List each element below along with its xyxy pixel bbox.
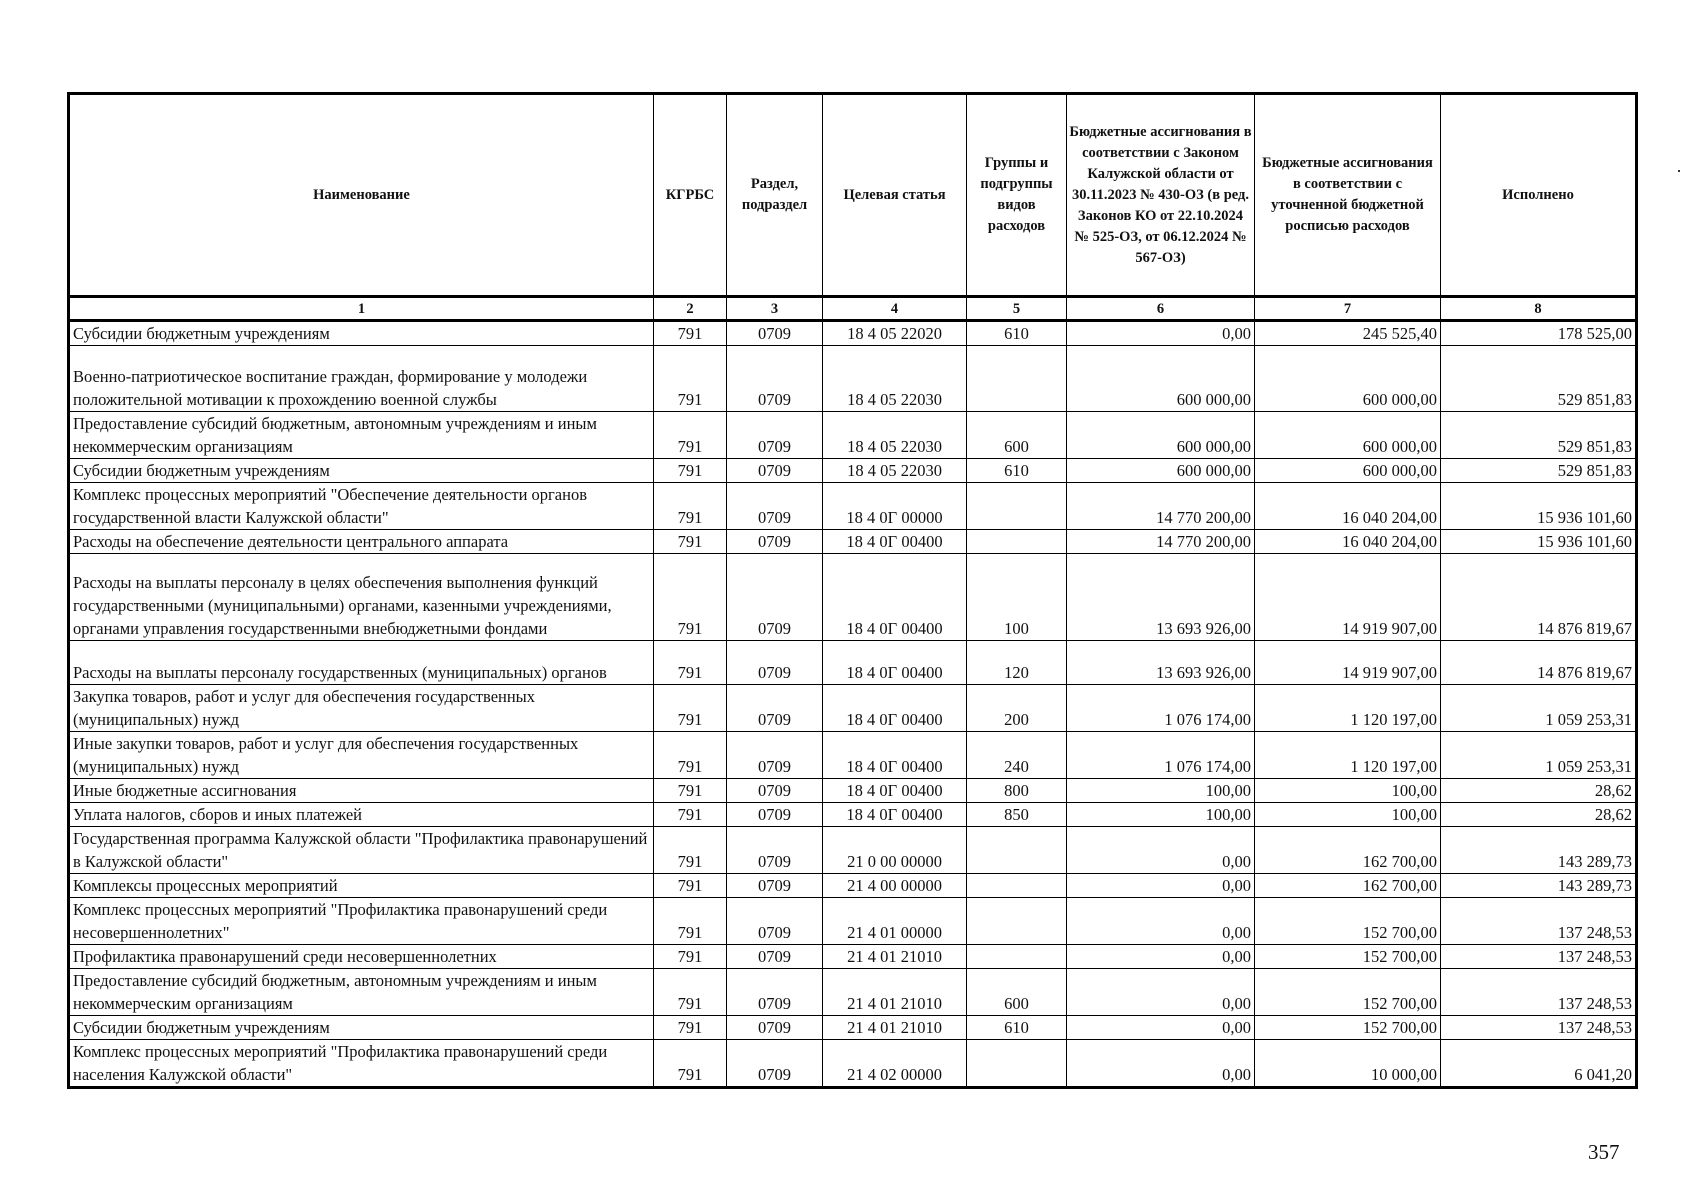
column-number-row — [69, 297, 1637, 321]
cell-name: Комплекс процессных мероприятий "Профилактика правонарушений среди населения Калужской области" — [69, 1040, 654, 1088]
cell-refined: 152 700,00 — [1255, 969, 1441, 1016]
cell-law: 14 770 200,00 — [1067, 483, 1255, 530]
cell-refined: 1 120 197,00 — [1255, 732, 1441, 779]
cell-kgrbs: 791 — [654, 1040, 727, 1088]
cell-name: Субсидии бюджетным учреждениям — [69, 1016, 654, 1040]
cell-law: 0,00 — [1067, 898, 1255, 945]
cell-group: 800 — [967, 779, 1067, 803]
cell-group: 850 — [967, 803, 1067, 827]
cell-law: 14 770 200,00 — [1067, 530, 1255, 554]
cell-law: 0,00 — [1067, 969, 1255, 1016]
cell-executed: 529 851,83 — [1441, 459, 1637, 483]
cell-group — [967, 530, 1067, 554]
table-row — [69, 483, 1637, 530]
cell-law: 600 000,00 — [1067, 346, 1255, 412]
cell-target: 18 4 0Г 00400 — [823, 530, 967, 554]
col-number: 6 — [1067, 297, 1255, 321]
budget-table — [67, 92, 1638, 1089]
cell-executed: 15 936 101,60 — [1441, 483, 1637, 530]
cell-kgrbs: 791 — [654, 459, 727, 483]
table-row — [69, 459, 1637, 483]
cell-group — [967, 945, 1067, 969]
cell-refined: 162 700,00 — [1255, 874, 1441, 898]
cell-kgrbs: 791 — [654, 945, 727, 969]
cell-kgrbs: 791 — [654, 641, 727, 685]
cell-law: 0,00 — [1067, 1040, 1255, 1088]
cell-section: 0709 — [727, 483, 823, 530]
cell-kgrbs: 791 — [654, 1016, 727, 1040]
cell-executed: 143 289,73 — [1441, 827, 1637, 874]
cell-section: 0709 — [727, 412, 823, 459]
table-row — [69, 969, 1637, 1016]
table-row — [69, 685, 1637, 732]
cell-name: Субсидии бюджетным учреждениям — [69, 321, 654, 346]
cell-section: 0709 — [727, 969, 823, 1016]
cell-name: Иные закупки товаров, работ и услуг для обеспечения государственных (муниципальных) нужд — [69, 732, 654, 779]
cell-section: 0709 — [727, 827, 823, 874]
cell-kgrbs: 791 — [654, 483, 727, 530]
cell-target: 18 4 0Г 00400 — [823, 732, 967, 779]
cell-section: 0709 — [727, 641, 823, 685]
cell-group: 610 — [967, 321, 1067, 346]
cell-refined: 10 000,00 — [1255, 1040, 1441, 1088]
cell-name: Субсидии бюджетным учреждениям — [69, 459, 654, 483]
cell-group: 610 — [967, 459, 1067, 483]
cell-name: Расходы на обеспечение деятельности центрального аппарата — [69, 530, 654, 554]
cell-law: 0,00 — [1067, 827, 1255, 874]
cell-section: 0709 — [727, 1040, 823, 1088]
cell-law: 100,00 — [1067, 779, 1255, 803]
table-row — [69, 803, 1637, 827]
cell-name: Расходы на выплаты персоналу в целях обеспечения выполнения функций государственными (муниципальными) органами, казенными учреждениями, органами управления государственными внебюджетными фондами — [69, 554, 654, 641]
col-number: 1 — [69, 297, 654, 321]
cell-section: 0709 — [727, 1016, 823, 1040]
cell-refined: 600 000,00 — [1255, 346, 1441, 412]
cell-law: 0,00 — [1067, 874, 1255, 898]
cell-group: 200 — [967, 685, 1067, 732]
cell-executed: 6 041,20 — [1441, 1040, 1637, 1088]
cell-refined: 14 919 907,00 — [1255, 641, 1441, 685]
col-header-refined: Бюджетные ассигнования в соответствии с уточненной бюджетной росписью расходов — [1255, 94, 1441, 297]
cell-executed: 15 936 101,60 — [1441, 530, 1637, 554]
cell-target: 21 4 00 00000 — [823, 874, 967, 898]
col-header-law: Бюджетные ассигнования в соответствии с Законом Калужской области от 30.11.2023 № 430-ОЗ (в ред. Законов КО от 22.10.2024 № 525-ОЗ, от 06.12.2024 № 567-ОЗ) — [1067, 94, 1255, 297]
cell-target: 18 4 0Г 00400 — [823, 554, 967, 641]
col-number: 7 — [1255, 297, 1441, 321]
cell-refined: 16 040 204,00 — [1255, 483, 1441, 530]
cell-refined: 600 000,00 — [1255, 412, 1441, 459]
cell-kgrbs: 791 — [654, 969, 727, 1016]
cell-law: 1 076 174,00 — [1067, 685, 1255, 732]
cell-group: 600 — [967, 969, 1067, 1016]
cell-section: 0709 — [727, 346, 823, 412]
cell-kgrbs: 791 — [654, 554, 727, 641]
cell-kgrbs: 791 — [654, 685, 727, 732]
cell-target: 18 4 0Г 00400 — [823, 779, 967, 803]
cell-section: 0709 — [727, 874, 823, 898]
cell-executed: 1 059 253,31 — [1441, 685, 1637, 732]
cell-target: 21 4 01 21010 — [823, 1016, 967, 1040]
cell-executed: 143 289,73 — [1441, 874, 1637, 898]
cell-name: Государственная программа Калужской области "Профилактика правонарушений в Калужской области" — [69, 827, 654, 874]
cell-name: Комплексы процессных мероприятий — [69, 874, 654, 898]
cell-name: Комплекс процессных мероприятий "Обеспечение деятельности органов государственной власти Калужской области" — [69, 483, 654, 530]
cell-kgrbs: 791 — [654, 346, 727, 412]
cell-refined: 16 040 204,00 — [1255, 530, 1441, 554]
cell-target: 21 4 01 21010 — [823, 945, 967, 969]
cell-name: Профилактика правонарушений среди несовершеннолетних — [69, 945, 654, 969]
cell-group — [967, 346, 1067, 412]
table-row — [69, 898, 1637, 945]
cell-section: 0709 — [727, 732, 823, 779]
table-row — [69, 412, 1637, 459]
cell-law: 600 000,00 — [1067, 459, 1255, 483]
table-row — [69, 945, 1637, 969]
cell-group — [967, 898, 1067, 945]
table-row — [69, 321, 1637, 346]
table-row — [69, 874, 1637, 898]
cell-target: 21 4 02 00000 — [823, 1040, 967, 1088]
cell-section: 0709 — [727, 459, 823, 483]
cell-refined: 152 700,00 — [1255, 945, 1441, 969]
cell-law: 0,00 — [1067, 1016, 1255, 1040]
cell-name: Уплата налогов, сборов и иных платежей — [69, 803, 654, 827]
cell-refined: 152 700,00 — [1255, 1016, 1441, 1040]
cell-kgrbs: 791 — [654, 827, 727, 874]
cell-law: 100,00 — [1067, 803, 1255, 827]
cell-executed: 14 876 819,67 — [1441, 641, 1637, 685]
cell-executed: 137 248,53 — [1441, 1016, 1637, 1040]
table-row — [69, 779, 1637, 803]
col-header-groups: Группы и подгруппы видов расходов — [967, 94, 1067, 297]
cell-kgrbs: 791 — [654, 803, 727, 827]
cell-target: 21 4 01 00000 — [823, 898, 967, 945]
cell-section: 0709 — [727, 898, 823, 945]
cell-target: 18 4 05 22030 — [823, 459, 967, 483]
cell-executed: 137 248,53 — [1441, 898, 1637, 945]
cell-target: 18 4 05 22020 — [823, 321, 967, 346]
cell-refined: 600 000,00 — [1255, 459, 1441, 483]
cell-section: 0709 — [727, 779, 823, 803]
cell-target: 21 4 01 21010 — [823, 969, 967, 1016]
cell-group — [967, 1040, 1067, 1088]
col-number: 3 — [727, 297, 823, 321]
cell-executed: 529 851,83 — [1441, 346, 1637, 412]
cell-executed: 137 248,53 — [1441, 945, 1637, 969]
cell-group — [967, 483, 1067, 530]
cell-law: 13 693 926,00 — [1067, 641, 1255, 685]
cell-target: 21 0 00 00000 — [823, 827, 967, 874]
cell-executed: 28,62 — [1441, 779, 1637, 803]
table-row — [69, 732, 1637, 779]
cell-target: 18 4 0Г 00000 — [823, 483, 967, 530]
cell-group: 100 — [967, 554, 1067, 641]
cell-target: 18 4 0Г 00400 — [823, 685, 967, 732]
cell-refined: 1 120 197,00 — [1255, 685, 1441, 732]
table-row — [69, 1016, 1637, 1040]
cell-refined: 245 525,40 — [1255, 321, 1441, 346]
table-row — [69, 827, 1637, 874]
cell-kgrbs: 791 — [654, 732, 727, 779]
cell-section: 0709 — [727, 554, 823, 641]
cell-target: 18 4 05 22030 — [823, 346, 967, 412]
cell-target: 18 4 0Г 00400 — [823, 803, 967, 827]
cell-refined: 100,00 — [1255, 779, 1441, 803]
cell-section: 0709 — [727, 803, 823, 827]
cell-refined: 162 700,00 — [1255, 827, 1441, 874]
cell-kgrbs: 791 — [654, 412, 727, 459]
cell-kgrbs: 791 — [654, 874, 727, 898]
cell-executed: 529 851,83 — [1441, 412, 1637, 459]
header-row — [69, 94, 1637, 297]
cell-name: Комплекс процессных мероприятий "Профилактика правонарушений среди несовершеннолетних" — [69, 898, 654, 945]
table-row — [69, 554, 1637, 641]
cell-group: 120 — [967, 641, 1067, 685]
cell-section: 0709 — [727, 685, 823, 732]
col-number: 4 — [823, 297, 967, 321]
cell-refined: 152 700,00 — [1255, 898, 1441, 945]
cell-name: Предоставление субсидий бюджетным, автономным учреждениям и иным некоммерческим организациям — [69, 969, 654, 1016]
cell-refined: 100,00 — [1255, 803, 1441, 827]
cell-group: 600 — [967, 412, 1067, 459]
cell-name: Иные бюджетные ассигнования — [69, 779, 654, 803]
cell-target: 18 4 0Г 00400 — [823, 641, 967, 685]
col-number: 5 — [967, 297, 1067, 321]
cell-executed: 178 525,00 — [1441, 321, 1637, 346]
table-body — [69, 321, 1637, 1088]
cell-section: 0709 — [727, 945, 823, 969]
cell-refined: 14 919 907,00 — [1255, 554, 1441, 641]
cell-name: Расходы на выплаты персоналу государственных (муниципальных) органов — [69, 641, 654, 685]
cell-kgrbs: 791 — [654, 321, 727, 346]
cell-name: Военно-патриотическое воспитание граждан, формирование у молодежи положительной мотивации к прохождению военной службы — [69, 346, 654, 412]
cell-group — [967, 827, 1067, 874]
col-header-executed: Исполнено — [1441, 94, 1637, 297]
cell-law: 1 076 174,00 — [1067, 732, 1255, 779]
col-header-name: Наименование — [69, 94, 654, 297]
col-number: 8 — [1441, 297, 1637, 321]
cell-name: Предоставление субсидий бюджетным, автономным учреждениям и иным некоммерческим организациям — [69, 412, 654, 459]
table-row — [69, 530, 1637, 554]
cell-kgrbs: 791 — [654, 530, 727, 554]
cell-law: 13 693 926,00 — [1067, 554, 1255, 641]
page-number: 357 — [1588, 1140, 1620, 1164]
col-number: 2 — [654, 297, 727, 321]
cell-group: 240 — [967, 732, 1067, 779]
cell-name: Закупка товаров, работ и услуг для обеспечения государственных (муниципальных) нужд — [69, 685, 654, 732]
cell-law: 0,00 — [1067, 945, 1255, 969]
cell-executed: 28,62 — [1441, 803, 1637, 827]
cell-group: 610 — [967, 1016, 1067, 1040]
table-row — [69, 346, 1637, 412]
cell-section: 0709 — [727, 321, 823, 346]
cell-group — [967, 874, 1067, 898]
cell-kgrbs: 791 — [654, 898, 727, 945]
scan-speck — [1678, 170, 1680, 172]
table-row — [69, 1040, 1637, 1088]
cell-executed: 14 876 819,67 — [1441, 554, 1637, 641]
col-header-section: Раздел, подраздел — [727, 94, 823, 297]
cell-target: 18 4 05 22030 — [823, 412, 967, 459]
cell-executed: 1 059 253,31 — [1441, 732, 1637, 779]
cell-kgrbs: 791 — [654, 779, 727, 803]
col-header-kgrbs: КГРБС — [654, 94, 727, 297]
cell-executed: 137 248,53 — [1441, 969, 1637, 1016]
col-header-target: Целевая статья — [823, 94, 967, 297]
table-row — [69, 641, 1637, 685]
cell-law: 0,00 — [1067, 321, 1255, 346]
cell-section: 0709 — [727, 530, 823, 554]
cell-law: 600 000,00 — [1067, 412, 1255, 459]
